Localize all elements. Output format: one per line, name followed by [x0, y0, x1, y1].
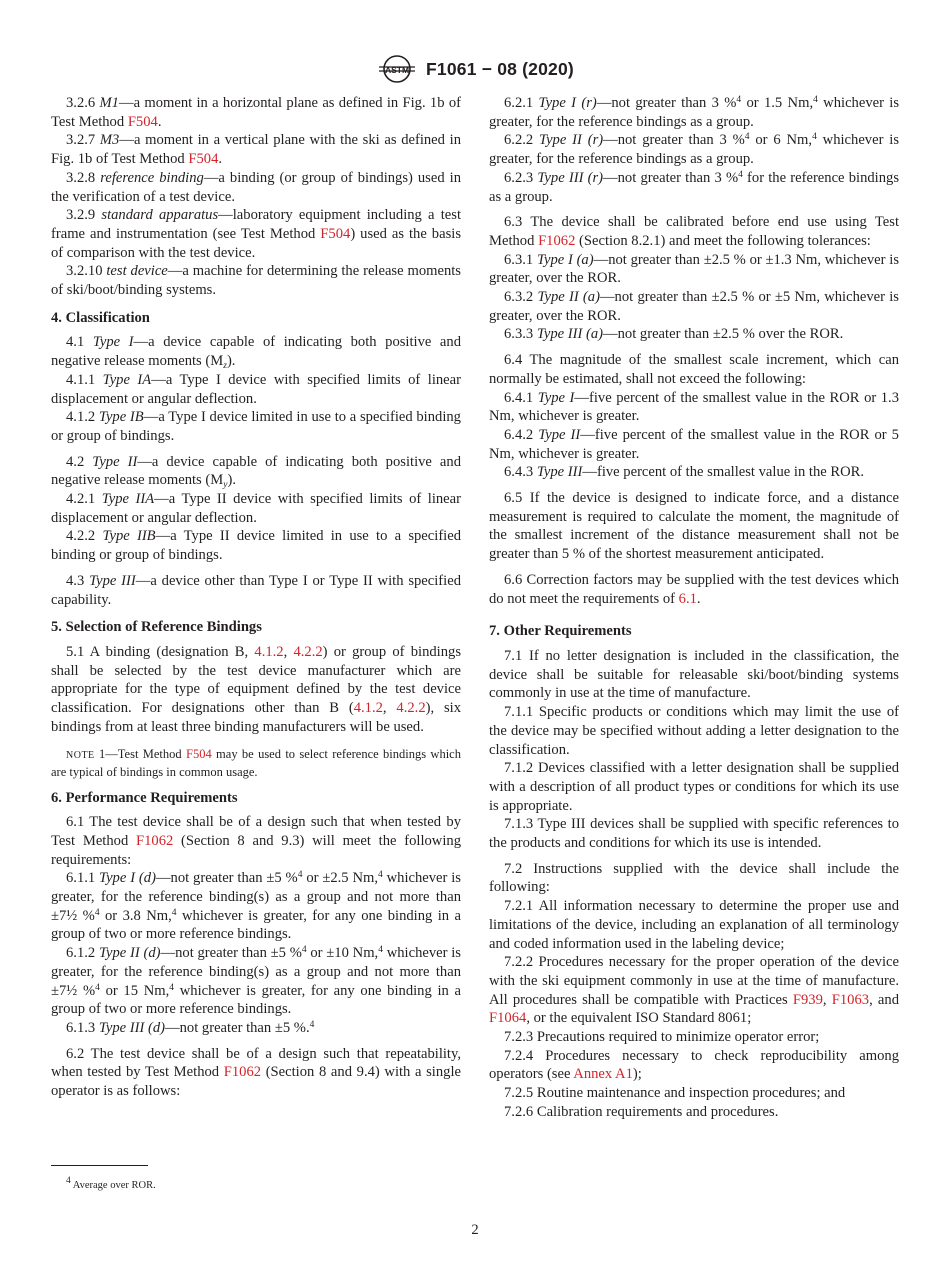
- para-6-4: 6.4 The magnitude of the smallest scale increment, which can normally be estimated, shall not exceed the following:: [489, 352, 899, 387]
- para-3-2-9: 3.2.9 standard apparatus—laboratory equipment including a test frame and instrumentation (see Test Method F504) used as the basis of comparison with the test device.: [51, 207, 461, 261]
- link-f939[interactable]: F939: [792, 991, 823, 1008]
- footnote-divider: [51, 1165, 148, 1166]
- para-6-1-1: 6.1.1 Type I (d)—not greater than ±5 %$^4$ or ±2.5 Nm,$^4$ whichever is greater, for the reference binding(s) as a group and not more than ±7½ %$^4$ or 3.8 Nm,$^4$ whichever is greater, for any one binding in a group of two or more reference bindings.: [51, 870, 461, 943]
- para-7-1-1: 7.1.1 Specific products or conditions which may limit the use of the device may be specified without adding a letter designation to the classification.: [489, 704, 899, 758]
- link-f1062[interactable]: F1062: [136, 832, 174, 849]
- link-f1062[interactable]: F1062: [223, 1064, 262, 1081]
- footnote-4: $^4$ Average over ROR.: [66, 1176, 156, 1191]
- para-3-2-10: 3.2.10 test device—a machine for determining the release moments of ski/boot/binding systems.: [51, 263, 461, 299]
- para-7-2-5: 7.2.5 Routine maintenance and inspection procedures; and: [504, 1085, 846, 1102]
- standard-designation: F1061 − 08 (2020): [426, 58, 574, 79]
- svg-text:ASTM: ASTM: [385, 65, 410, 75]
- para-7-2-3: 7.2.3 Precautions required to minimize operator error;: [504, 1029, 820, 1046]
- para-6-2-3: 6.2.3 Type III (r)—not greater than 3 %$^4$ for the reference bindings as a group.: [489, 169, 899, 205]
- para-7-2-1: 7.2.1 All information necessary to determine the proper use and limitations of the device, including an explanation of all terminology and coded information used in the labeling device;: [489, 898, 899, 952]
- para-6-6: 6.6 Correction factors may be supplied with the test devices which do not meet the requirements of 6.1.: [489, 571, 899, 607]
- para-4-2: 4.2 Type II—a device capable of indicating both positive and negative release moments $(M_y)$.: [51, 453, 461, 491]
- para-6-3: 6.3 The device shall be calibrated before end use using Test Method F1062 (Section 8.2.1) and meet the following tolerances:: [489, 214, 899, 249]
- link-f504[interactable]: F504: [320, 225, 351, 242]
- para-6-4-3: 6.4.3 Type III—five percent of the smallest value in the ROR.: [504, 464, 865, 481]
- para-3-2-6: 3.2.6 M1—a moment in a horizontal plane as defined in Fig. 1b of Test Method F504.: [51, 95, 461, 130]
- para-7-1-3: 7.1.3 Type III devices shall be supplied with specific references to the products and conditions for which its use is intended.: [489, 816, 899, 852]
- para-7-2: 7.2 Instructions supplied with the device shall include the following:: [489, 860, 899, 896]
- right-column: [489, 94, 899, 1122]
- para-3-2-7: 3.2.7 M3—a moment in a vertical plane with the ski as defined in Fig. 1b of Test Method F504.: [51, 132, 461, 168]
- para-4-2-2: 4.2.2 Type IIB—a Type II device limited in use to a specified binding or group of bindings.: [51, 528, 462, 564]
- link-4-1-2[interactable]: 4.1.2: [254, 643, 284, 660]
- para-5-1: 5.1 A binding (designation B, 4.1.2, 4.2.2) or group of bindings shall be selected by the test device manufacturer which are appropriate for the type of equipment defined by the test device classification. For designations other than B (4.1.2, 4.2.2), six bindings from at least three binding manufacturers will be used.: [51, 643, 462, 735]
- link-f1064[interactable]: F1064: [489, 1010, 527, 1027]
- para-4-2-1: 4.2.1 Type IIA—a Type II device with specified limits of linear displacement or angular deflection.: [51, 491, 461, 526]
- para-7-2-4: 7.2.4 Procedures necessary to check reproducibility among operators (see Annex A1);: [489, 1047, 899, 1083]
- para-7-1-2: 7.1.2 Devices classified with a letter designation shall be supplied with a description of all product types or conditions for which its use is appropriate.: [489, 760, 899, 814]
- note-1: NOTE 1—Test Method F504 may be used to select reference bindings which are typical of bindings in common usage.: [51, 746, 461, 779]
- para-6-1-3: 6.1.3 Type III (d)—not greater than ±5 %.$^4$: [66, 1019, 315, 1036]
- link-annex-a1[interactable]: Annex A1: [573, 1066, 633, 1083]
- para-6-3-3: 6.3.3 Type III (a)—not greater than ±2.5 % over the ROR.: [504, 326, 844, 343]
- para-6-3-1: 6.3.1 Type I (a)—not greater than ±2.5 % or ±1.3 Nm, whichever is greater, over the ROR.: [489, 251, 899, 287]
- para-7-1: 7.1 If no letter designation is included in the classification, the device shall be suitable for releasable ski/boot/binding systems commonly in use at the time of manufacture.: [489, 647, 899, 702]
- link-f504[interactable]: F504: [186, 746, 212, 761]
- link-f504[interactable]: F504: [127, 113, 158, 130]
- link-6-1[interactable]: 6.1: [678, 590, 697, 607]
- para-7-2-2: 7.2.2 Procedures necessary for the proper operation of the device with the ski equipment commonly in use at the time of manufacture. All procedures shall be compatible with Practices F939, F1063, and F1064, or the equivalent ISO Standard 8061;: [489, 954, 899, 1027]
- section-heading-7: 7. Other Requirements: [489, 623, 632, 640]
- page-header: [0, 52, 950, 86]
- page-number: 2: [471, 1222, 479, 1238]
- para-6-2-2: 6.2.2 Type II (r)—not greater than 3 %$^4$ or 6 Nm,$^4$ whichever is greater, for the reference bindings as a group.: [489, 132, 899, 168]
- para-6-2: 6.2 The test device shall be of a design such that repeatability, when tested by Test Method F1062 (Section 8 and 9.4) with a single operator is as follows:: [51, 1045, 461, 1100]
- section-heading-6: 6. Performance Requirements: [51, 789, 238, 806]
- para-7-2-6: 7.2.6 Calibration requirements and procedures.: [504, 1103, 779, 1120]
- para-6-4-2: 6.4.2 Type II—five percent of the smallest value in the ROR or 5 Nm, whichever is greater.: [489, 426, 899, 462]
- link-4-1-2[interactable]: 4.1.2: [353, 700, 383, 717]
- link-4-2-2[interactable]: 4.2.2: [293, 643, 323, 660]
- para-6-5: 6.5 If the device is designed to indicate force, and a distance measurement is required to calculate the moment, the magnitude of the smallest increment of the distance measurement shall not be greater than 5 % of the shortest measurement anticipated.: [489, 490, 899, 563]
- para-6-1: 6.1 The test device shall be of a design such that when tested by Test Method F1062 (Section 8 and 9.3) will meet the following requirements:: [51, 814, 461, 868]
- astm-logo-icon: [376, 54, 418, 84]
- para-4-1-1: 4.1.1 Type IA—a Type I device with specified limits of linear displacement or angular deflection.: [51, 371, 461, 407]
- left-column: [51, 94, 461, 1101]
- link-f1062[interactable]: F1062: [538, 232, 576, 249]
- para-3-2-8: 3.2.8 reference binding—a binding (or group of bindings) used in the verification of a test device.: [51, 169, 461, 205]
- para-6-2-1: 6.2.1 Type I (r)—not greater than 3 %$^4$ or 1.5 Nm,$^4$ whichever is greater, for the reference bindings as a group.: [489, 95, 900, 130]
- link-f1063[interactable]: F1063: [831, 991, 870, 1008]
- section-heading-5: 5. Selection of Reference Bindings: [51, 619, 262, 636]
- para-6-3-2: 6.3.2 Type II (a)—not greater than ±2.5 % or ±5 Nm, whichever is greater, over the ROR.: [489, 289, 899, 324]
- link-f504[interactable]: F504: [188, 151, 219, 168]
- para-4-1: 4.1 Type I—a device capable of indicating both positive and negative release moments $(M_z)$.: [51, 334, 461, 372]
- para-6-4-1: 6.4.1 Type I—five percent of the smallest value in the ROR or 1.3 Nm, whichever is greater.: [489, 389, 900, 425]
- para-4-1-2: 4.1.2 Type IB—a Type I device limited in use to a specified binding or group of bindings.: [51, 409, 461, 444]
- para-6-1-2: 6.1.2 Type II (d)—not greater than ±5 %$^4$ or ±10 Nm,$^4$ whichever is greater, for the reference binding(s) as a group and not more than ±7½ %$^4$ or 15 Nm,$^4$ whichever is greater, for any one binding in a group of two or more reference bindings.: [51, 945, 462, 1018]
- section-heading-4: 4. Classification: [51, 309, 150, 326]
- para-4-3: 4.3 Type III—a device other than Type I or Type II with specified capability.: [51, 572, 461, 608]
- link-4-2-2[interactable]: 4.2.2: [396, 700, 426, 717]
